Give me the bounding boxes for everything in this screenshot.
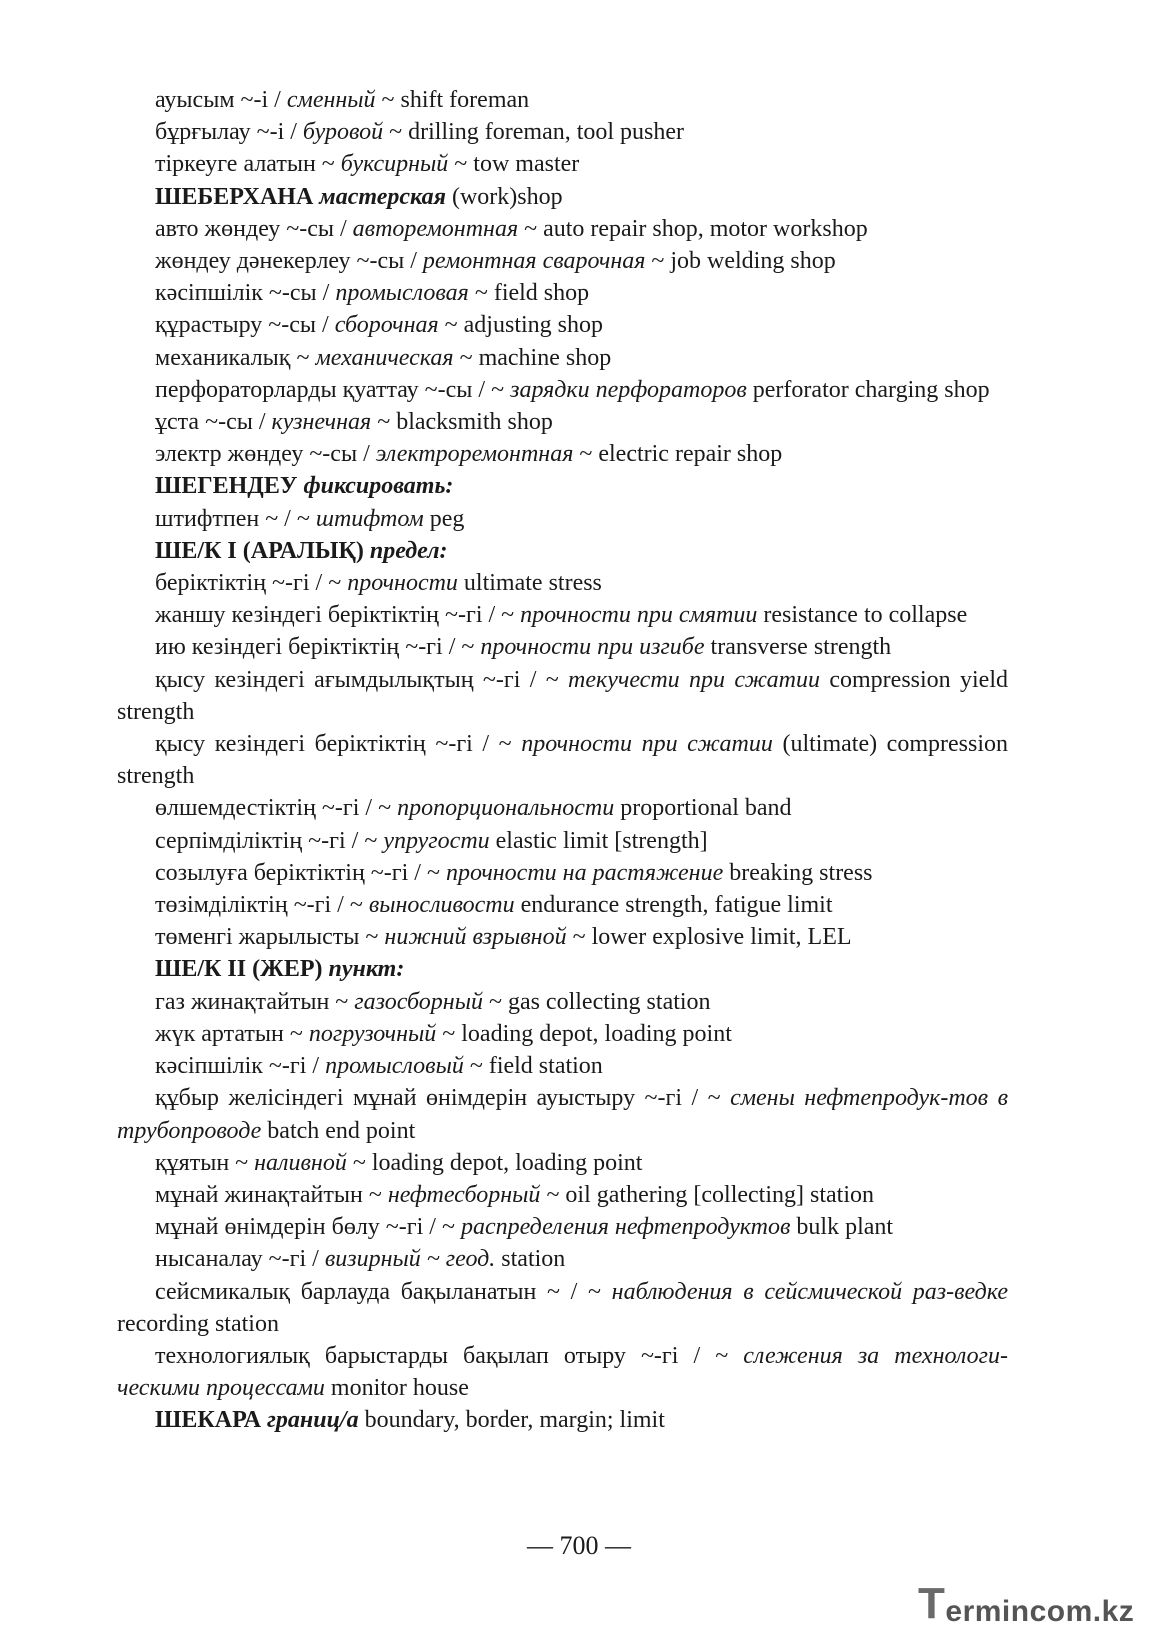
headword-entry [117, 470, 1008, 502]
term-english: (work)shop [445, 183, 563, 210]
watermark-logo [918, 1579, 1148, 1631]
term-kazakh: мұнай жинақтайтын ~ [155, 1181, 388, 1208]
dictionary-entry [117, 116, 1008, 148]
term-russian: кузнечная [271, 409, 372, 436]
term-english: elastic limit [strength] [489, 827, 708, 854]
term-english: bulk plant [790, 1214, 894, 1241]
term-russian: распределения нефтепродуктов [460, 1214, 791, 1241]
term-russian: прочности на растяжение [445, 859, 724, 886]
headword-kazakh: ШЕГЕНДЕУ [155, 473, 304, 500]
term-english: ~ auto repair shop, motor workshop [518, 215, 868, 242]
term-kazakh: құрастыру ~-сы / [155, 312, 335, 339]
term-russian: электроремонтная [375, 441, 574, 468]
term-english: ~ loading depot, loading point [346, 1149, 643, 1176]
term-russian: наливной [254, 1149, 347, 1176]
dictionary-entry [117, 1082, 1008, 1146]
term-english: resistance to collapse [757, 602, 968, 629]
dictionary-entry [117, 438, 1008, 470]
term-kazakh: құбыр желісіндегі мұнай өнімдерін ауыстыру ~-гі / ~ [155, 1085, 731, 1112]
headword-russian: мастерская [319, 183, 446, 210]
dictionary-entry [117, 921, 1008, 953]
headword-russian: границ/а [267, 1407, 359, 1434]
dictionary-entry [117, 84, 1008, 116]
dictionary-page [117, 84, 1008, 1437]
term-english: endurance strength, fatigue limit [514, 892, 833, 919]
term-english: ~ drilling foreman, tool pusher [383, 119, 685, 146]
term-russian: авторемонтная [352, 215, 519, 242]
term-russian: нефтесборный [387, 1181, 541, 1208]
term-russian: текучести при сжатии [568, 666, 821, 693]
term-english: station [495, 1246, 566, 1273]
term-english: ~ electric repair shop [573, 441, 783, 468]
dictionary-entry [117, 245, 1008, 277]
term-kazakh: беріктіктің ~-гі / ~ [155, 570, 348, 597]
dictionary-entry [117, 1340, 1008, 1404]
term-kazakh: жөндеу дәнекерлеу ~-сы / [155, 248, 423, 275]
term-english: ~ lower explosive limit, LEL [566, 924, 852, 951]
watermark-text: ermincom.kz [945, 1595, 1135, 1628]
term-english: (ultimate) compression strength [117, 731, 1008, 790]
term-russian: сменный [286, 87, 376, 113]
term-russian: штифтом [315, 505, 424, 532]
term-kazakh: ауысым ~-і / [155, 87, 287, 113]
dictionary-entry [117, 599, 1008, 631]
headword-kazakh: ШЕБЕРХАНА [155, 183, 320, 210]
headword-entry [117, 1404, 1008, 1436]
term-russian: промысловый [325, 1053, 464, 1080]
dictionary-entry [117, 664, 1008, 728]
dictionary-entry [117, 857, 1008, 889]
headword-entry [117, 953, 1008, 985]
headword-russian: предел: [369, 537, 448, 564]
term-kazakh: кәсіпшілік ~-гі / [155, 1053, 326, 1080]
term-kazakh: жүк артатын ~ [155, 1020, 309, 1047]
term-english: ultimate stress [457, 570, 602, 597]
term-kazakh: ию кезіндегі беріктіктің ~-гі / ~ [155, 634, 481, 661]
term-english: peg [423, 505, 465, 532]
term-kazakh: серпімділіктің ~-гі / ~ [155, 827, 384, 854]
term-english: ~ loading depot, loading point [436, 1020, 732, 1047]
page-number: — 700 — [527, 1531, 631, 1560]
dictionary-entry [117, 792, 1008, 824]
dictionary-entry [117, 889, 1008, 921]
dictionary-entry [117, 631, 1008, 663]
term-russian: газосборный [354, 988, 483, 1015]
term-russian: погрузочный [308, 1020, 437, 1047]
term-russian: ремонтная сварочная [422, 248, 646, 275]
term-english: transverse strength [704, 634, 892, 661]
term-english: proportional band [614, 795, 792, 822]
term-english: ~ gas collecting station [482, 988, 711, 1015]
term-russian: пропорциональности [397, 795, 615, 822]
term-english: ~ tow master [448, 151, 580, 178]
term-russian: прочности при сжатии [521, 731, 773, 758]
term-kazakh: кәсіпшілік ~-сы / [155, 280, 336, 307]
term-russian: нижний взрывной [384, 924, 567, 951]
headword-kazakh: ШЕКАРА [155, 1407, 268, 1434]
dictionary-entry [117, 148, 1008, 180]
term-english: ~ field shop [468, 280, 590, 307]
term-kazakh: қысу кезіндегі беріктіктің ~-гі / ~ [155, 731, 522, 758]
term-english: ~ blacksmith shop [371, 409, 553, 436]
term-kazakh: газ жинақтайтын ~ [155, 988, 355, 1015]
term-english: ~ shift foreman [375, 87, 530, 113]
term-kazakh: қысу кезіндегі ағымдылықтың ~-гі / ~ [155, 666, 569, 693]
term-english: perforator charging shop [746, 376, 990, 403]
dictionary-entry [117, 986, 1008, 1018]
dictionary-entry [117, 567, 1008, 599]
term-kazakh: механикалық ~ [155, 344, 316, 371]
term-kazakh: мұнай өнімдерін бөлу ~-гі / ~ [155, 1214, 461, 1241]
term-russian: сборочная [334, 312, 439, 339]
term-kazakh: құятын ~ [155, 1149, 255, 1176]
term-russian: прочности [347, 570, 458, 597]
term-kazakh: технологиялық барыстарды бақылап отыру ~-гі / ~ [155, 1342, 744, 1369]
dictionary-entry [117, 728, 1008, 792]
term-kazakh: перфораторларды қуаттау ~-сы / ~ [155, 376, 511, 403]
term-kazakh: электр жөндеу ~-сы / [155, 441, 376, 468]
headword-entry [117, 535, 1008, 567]
dictionary-entry [117, 825, 1008, 857]
dictionary-entry [117, 1179, 1008, 1211]
term-kazakh: өлшемдестіктің ~-гі / ~ [155, 795, 398, 822]
dictionary-entry [117, 503, 1008, 535]
term-russian: слежения за технологи-ческими процессами [117, 1342, 1008, 1402]
term-kazakh: жаншу кезіндегі беріктіктің ~-гі / ~ [155, 602, 521, 629]
term-english: ~ adjusting shop [438, 312, 603, 339]
dictionary-entry [117, 1018, 1008, 1050]
term-english: ~ job welding shop [645, 248, 836, 275]
headword-kazakh: ШЕ/К I (АРАЛЫҚ) [155, 537, 370, 564]
dictionary-entry [117, 1276, 1008, 1340]
term-english: monitor house [324, 1375, 469, 1402]
term-russian: механическая [315, 344, 454, 371]
dictionary-entry [117, 406, 1008, 438]
term-english: ~ field station [463, 1053, 603, 1080]
term-russian: буксирный [340, 151, 449, 178]
dictionary-entry [117, 1147, 1008, 1179]
term-russian: зарядки перфораторов [510, 376, 747, 403]
term-russian: прочности при изгибе [480, 634, 705, 661]
term-russian: смены нефтепродук-тов в трубопроводе [117, 1085, 1008, 1144]
term-kazakh: ұста ~-сы / [155, 409, 272, 436]
headword-russian: фиксировать: [303, 473, 454, 500]
dictionary-entry [117, 309, 1008, 341]
dictionary-entry [117, 1211, 1008, 1243]
term-russian: прочности при смятии [520, 602, 758, 629]
watermark-initial: T [918, 1579, 946, 1628]
dictionary-entry [117, 213, 1008, 245]
term-english: ~ oil gathering [collecting] station [540, 1181, 874, 1208]
dictionary-entry [117, 277, 1008, 309]
dictionary-entry [117, 1050, 1008, 1082]
term-russian: буровой [302, 119, 384, 146]
term-russian: упругости [383, 827, 490, 854]
term-kazakh: сейсмикалық барлауда бақыланатын ~ / ~ [155, 1278, 612, 1305]
term-english: compression yield strength [117, 666, 1008, 725]
dictionary-entry [117, 1243, 1008, 1275]
term-kazakh: авто жөндеу ~-сы / [155, 215, 353, 242]
term-english: recording station [117, 1310, 279, 1337]
term-russian: наблюдения в сейсмической раз-ведке [611, 1278, 1008, 1305]
dictionary-entry [117, 342, 1008, 374]
term-russian: визирный ~ геод. [324, 1246, 496, 1273]
term-english: boundary, border, margin; limit [358, 1407, 665, 1434]
term-kazakh: төменгі жарылысты ~ [155, 924, 385, 951]
term-kazakh: тіркеуге алатын ~ [155, 151, 341, 178]
headword-entry [117, 181, 1008, 213]
term-russian: промысловая [335, 280, 469, 307]
dictionary-entry [117, 374, 1008, 406]
term-kazakh: созылуға беріктіктің ~-гі / ~ [155, 859, 446, 886]
term-kazakh: штифтпен ~ / ~ [155, 505, 316, 532]
term-english: batch end point [261, 1117, 416, 1144]
term-kazakh: төзімділіктің ~-гі / ~ [155, 892, 369, 919]
term-kazakh: бұрғылау ~-і / [155, 119, 303, 146]
headword-kazakh: ШЕ/К II (ЖЕР) [155, 956, 329, 983]
term-kazakh: нысаналау ~-гі / [155, 1246, 325, 1273]
term-russian: выносливости [368, 892, 515, 919]
term-english: breaking stress [723, 859, 873, 886]
term-english: ~ machine shop [453, 344, 612, 371]
headword-russian: пункт: [328, 956, 405, 983]
